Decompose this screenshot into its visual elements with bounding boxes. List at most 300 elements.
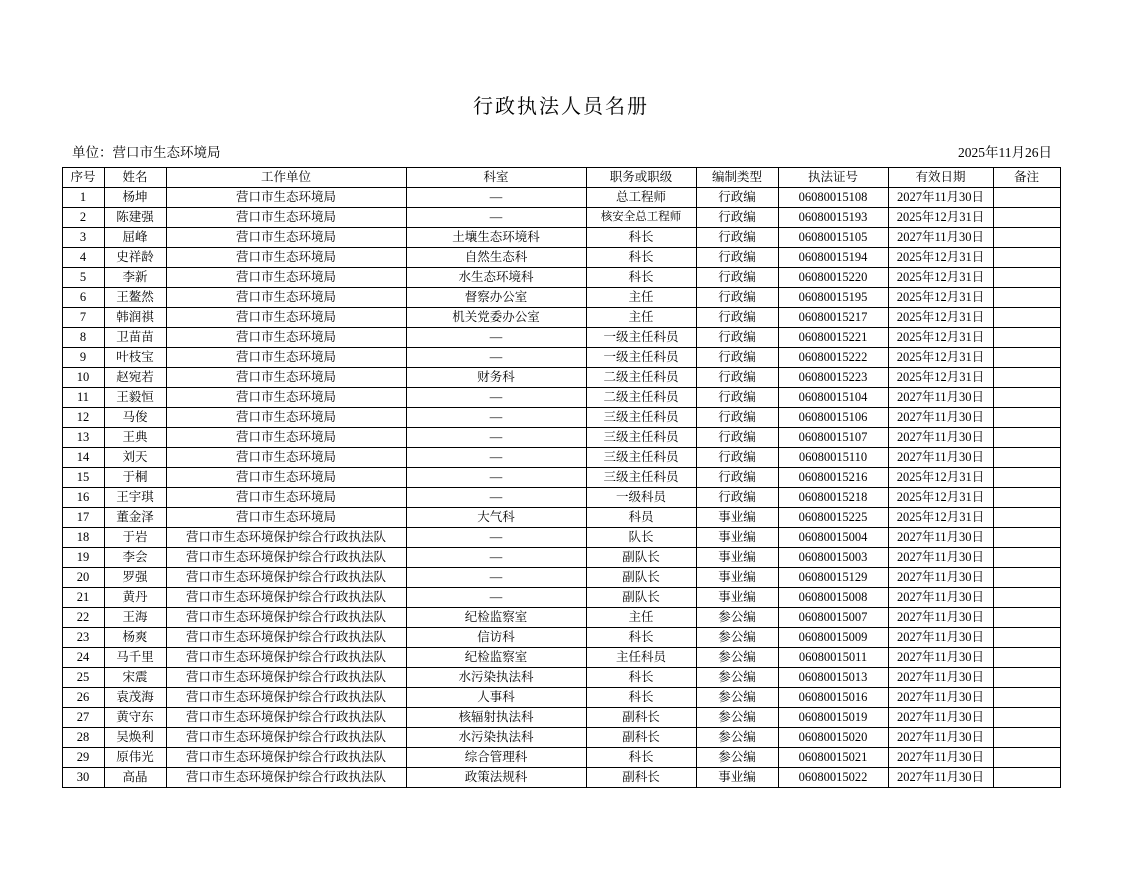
cell-seq: 22 <box>62 608 104 628</box>
cell-seq: 23 <box>62 628 104 648</box>
cell-cert-number: 06080015105 <box>778 228 888 248</box>
cell-department: — <box>406 548 586 568</box>
cell-work-unit: 营口市生态环境局 <box>166 188 406 208</box>
cell-position: 二级主任科员 <box>586 368 696 388</box>
cell-name: 吴焕利 <box>104 728 166 748</box>
cell-remark <box>993 328 1060 348</box>
cell-work-unit: 营口市生态环境保护综合行政执法队 <box>166 768 406 788</box>
cell-valid-date: 2027年11月30日 <box>888 548 993 568</box>
cell-work-unit: 营口市生态环境局 <box>166 288 406 308</box>
cell-seq: 3 <box>62 228 104 248</box>
table-row <box>62 628 1060 648</box>
cell-department: — <box>406 408 586 428</box>
cell-valid-date: 2027年11月30日 <box>888 528 993 548</box>
table-row <box>62 248 1060 268</box>
cell-work-unit: 营口市生态环境保护综合行政执法队 <box>166 528 406 548</box>
cell-cert-number: 06080015216 <box>778 468 888 488</box>
cell-valid-date: 2025年12月31日 <box>888 468 993 488</box>
cell-work-unit: 营口市生态环境局 <box>166 508 406 528</box>
cell-name: 罗强 <box>104 568 166 588</box>
cell-department: — <box>406 568 586 588</box>
cell-work-unit: 营口市生态环境保护综合行政执法队 <box>166 548 406 568</box>
cell-valid-date: 2027年11月30日 <box>888 628 993 648</box>
cell-seq: 15 <box>62 468 104 488</box>
cell-work-unit: 营口市生态环境保护综合行政执法队 <box>166 748 406 768</box>
cell-staffing-type: 行政编 <box>696 328 778 348</box>
cell-work-unit: 营口市生态环境保护综合行政执法队 <box>166 728 406 748</box>
cell-seq: 7 <box>62 308 104 328</box>
cell-valid-date: 2027年11月30日 <box>888 228 993 248</box>
cell-work-unit: 营口市生态环境局 <box>166 308 406 328</box>
table-row <box>62 708 1060 728</box>
cell-work-unit: 营口市生态环境局 <box>166 348 406 368</box>
cell-seq: 11 <box>62 388 104 408</box>
cell-seq: 27 <box>62 708 104 728</box>
cell-remark <box>993 388 1060 408</box>
column-header: 备注 <box>993 168 1060 188</box>
cell-work-unit: 营口市生态环境局 <box>166 388 406 408</box>
cell-remark <box>993 348 1060 368</box>
table-row <box>62 488 1060 508</box>
column-header: 执法证号 <box>778 168 888 188</box>
cell-valid-date: 2025年12月31日 <box>888 208 993 228</box>
cell-work-unit: 营口市生态环境保护综合行政执法队 <box>166 588 406 608</box>
cell-staffing-type: 事业编 <box>696 588 778 608</box>
cell-work-unit: 营口市生态环境局 <box>166 248 406 268</box>
cell-department: 自然生态科 <box>406 248 586 268</box>
cell-valid-date: 2027年11月30日 <box>888 588 993 608</box>
cell-position: 副队长 <box>586 588 696 608</box>
cell-valid-date: 2027年11月30日 <box>888 608 993 628</box>
cell-seq: 26 <box>62 688 104 708</box>
cell-position: 核安全总工程师 <box>586 208 696 228</box>
cell-cert-number: 06080015022 <box>778 768 888 788</box>
cell-staffing-type: 参公编 <box>696 668 778 688</box>
cell-cert-number: 06080015007 <box>778 608 888 628</box>
cell-staffing-type: 参公编 <box>696 728 778 748</box>
cell-department: — <box>406 428 586 448</box>
cell-position: 科长 <box>586 268 696 288</box>
cell-name: 杨坤 <box>104 188 166 208</box>
cell-cert-number: 06080015008 <box>778 588 888 608</box>
cell-seq: 1 <box>62 188 104 208</box>
cell-valid-date: 2027年11月30日 <box>888 388 993 408</box>
cell-position: 三级主任科员 <box>586 448 696 468</box>
cell-position: 三级主任科员 <box>586 428 696 448</box>
cell-position: 二级主任科员 <box>586 388 696 408</box>
cell-seq: 20 <box>62 568 104 588</box>
cell-staffing-type: 参公编 <box>696 648 778 668</box>
cell-department: 核辐射执法科 <box>406 708 586 728</box>
cell-work-unit: 营口市生态环境局 <box>166 268 406 288</box>
cell-work-unit: 营口市生态环境保护综合行政执法队 <box>166 568 406 588</box>
cell-name: 马俊 <box>104 408 166 428</box>
cell-work-unit: 营口市生态环境保护综合行政执法队 <box>166 688 406 708</box>
cell-seq: 24 <box>62 648 104 668</box>
cell-department: 土壤生态环境科 <box>406 228 586 248</box>
cell-position: 主任 <box>586 308 696 328</box>
cell-remark <box>993 208 1060 228</box>
cell-staffing-type: 行政编 <box>696 228 778 248</box>
cell-name: 黄丹 <box>104 588 166 608</box>
cell-valid-date: 2027年11月30日 <box>888 768 993 788</box>
cell-remark <box>993 468 1060 488</box>
cell-remark <box>993 728 1060 748</box>
cell-department: — <box>406 188 586 208</box>
cell-valid-date: 2025年12月31日 <box>888 268 993 288</box>
cell-staffing-type: 事业编 <box>696 548 778 568</box>
cell-department: 水生态环境科 <box>406 268 586 288</box>
table-row <box>62 188 1060 208</box>
cell-position: 副队长 <box>586 548 696 568</box>
cell-department: — <box>406 328 586 348</box>
cell-seq: 2 <box>62 208 104 228</box>
table-row <box>62 588 1060 608</box>
cell-name: 袁茂海 <box>104 688 166 708</box>
column-header: 科室 <box>406 168 586 188</box>
cell-remark <box>993 228 1060 248</box>
cell-cert-number: 06080015107 <box>778 428 888 448</box>
cell-cert-number: 06080015193 <box>778 208 888 228</box>
cell-seq: 25 <box>62 668 104 688</box>
cell-department: — <box>406 448 586 468</box>
table-row <box>62 468 1060 488</box>
cell-position: 三级主任科员 <box>586 468 696 488</box>
table-row <box>62 288 1060 308</box>
column-header: 职务或职级 <box>586 168 696 188</box>
cell-cert-number: 06080015009 <box>778 628 888 648</box>
table-row <box>62 568 1060 588</box>
cell-name: 马千里 <box>104 648 166 668</box>
cell-remark <box>993 528 1060 548</box>
cell-staffing-type: 行政编 <box>696 488 778 508</box>
table-row <box>62 748 1060 768</box>
cell-staffing-type: 行政编 <box>696 288 778 308</box>
table-row <box>62 228 1060 248</box>
cell-department: — <box>406 468 586 488</box>
cell-staffing-type: 事业编 <box>696 768 778 788</box>
cell-staffing-type: 事业编 <box>696 508 778 528</box>
cell-seq: 4 <box>62 248 104 268</box>
cell-name: 杨爽 <box>104 628 166 648</box>
table-row <box>62 388 1060 408</box>
table-header-row <box>62 168 1060 188</box>
cell-cert-number: 06080015220 <box>778 268 888 288</box>
cell-work-unit: 营口市生态环境局 <box>166 228 406 248</box>
table-row <box>62 528 1060 548</box>
cell-name: 韩润祺 <box>104 308 166 328</box>
table-row <box>62 668 1060 688</box>
cell-seq: 8 <box>62 328 104 348</box>
cell-name: 原伟光 <box>104 748 166 768</box>
cell-cert-number: 06080015016 <box>778 688 888 708</box>
cell-staffing-type: 参公编 <box>696 708 778 728</box>
table-row <box>62 408 1060 428</box>
cell-department: 纪检监察室 <box>406 648 586 668</box>
cell-seq: 28 <box>62 728 104 748</box>
cell-remark <box>993 748 1060 768</box>
cell-seq: 19 <box>62 548 104 568</box>
cell-name: 李会 <box>104 548 166 568</box>
cell-staffing-type: 行政编 <box>696 468 778 488</box>
cell-name: 高晶 <box>104 768 166 788</box>
cell-name: 刘天 <box>104 448 166 468</box>
column-header: 姓名 <box>104 168 166 188</box>
cell-seq: 30 <box>62 768 104 788</box>
cell-cert-number: 06080015003 <box>778 548 888 568</box>
cell-name: 黄守东 <box>104 708 166 728</box>
cell-position: 一级主任科员 <box>586 328 696 348</box>
cell-staffing-type: 行政编 <box>696 208 778 228</box>
cell-position: 总工程师 <box>586 188 696 208</box>
cell-work-unit: 营口市生态环境局 <box>166 448 406 468</box>
column-header: 工作单位 <box>166 168 406 188</box>
cell-work-unit: 营口市生态环境局 <box>166 428 406 448</box>
cell-name: 叶枝宝 <box>104 348 166 368</box>
cell-cert-number: 06080015108 <box>778 188 888 208</box>
cell-department: — <box>406 348 586 368</box>
cell-seq: 14 <box>62 448 104 468</box>
cell-cert-number: 06080015104 <box>778 388 888 408</box>
cell-remark <box>993 768 1060 788</box>
cell-valid-date: 2025年12月31日 <box>888 288 993 308</box>
cell-department: 水污染执法科 <box>406 728 586 748</box>
cell-department: — <box>406 528 586 548</box>
cell-valid-date: 2027年11月30日 <box>888 728 993 748</box>
cell-cert-number: 06080015217 <box>778 308 888 328</box>
cell-valid-date: 2025年12月31日 <box>888 508 993 528</box>
cell-position: 副队长 <box>586 568 696 588</box>
cell-department: 财务科 <box>406 368 586 388</box>
cell-cert-number: 06080015011 <box>778 648 888 668</box>
cell-seq: 5 <box>62 268 104 288</box>
cell-seq: 13 <box>62 428 104 448</box>
cell-cert-number: 06080015110 <box>778 448 888 468</box>
cell-department: 纪检监察室 <box>406 608 586 628</box>
cell-name: 陈建强 <box>104 208 166 228</box>
cell-position: 副科长 <box>586 768 696 788</box>
cell-remark <box>993 488 1060 508</box>
cell-cert-number: 06080015020 <box>778 728 888 748</box>
cell-remark <box>993 628 1060 648</box>
cell-position: 队长 <box>586 528 696 548</box>
cell-seq: 16 <box>62 488 104 508</box>
cell-staffing-type: 行政编 <box>696 428 778 448</box>
cell-staffing-type: 行政编 <box>696 268 778 288</box>
table-row <box>62 728 1060 748</box>
cell-position: 科长 <box>586 748 696 768</box>
cell-seq: 17 <box>62 508 104 528</box>
cell-valid-date: 2025年12月31日 <box>888 368 993 388</box>
cell-cert-number: 06080015129 <box>778 568 888 588</box>
cell-name: 李新 <box>104 268 166 288</box>
cell-name: 王海 <box>104 608 166 628</box>
cell-cert-number: 06080015106 <box>778 408 888 428</box>
cell-remark <box>993 668 1060 688</box>
roster-table <box>62 167 1061 788</box>
cell-position: 主任科员 <box>586 648 696 668</box>
cell-remark <box>993 608 1060 628</box>
table-row <box>62 608 1060 628</box>
cell-staffing-type: 行政编 <box>696 408 778 428</box>
cell-position: 科长 <box>586 668 696 688</box>
cell-valid-date: 2025年12月31日 <box>888 488 993 508</box>
cell-name: 赵宛若 <box>104 368 166 388</box>
cell-valid-date: 2027年11月30日 <box>888 408 993 428</box>
cell-name: 宋震 <box>104 668 166 688</box>
cell-staffing-type: 参公编 <box>696 688 778 708</box>
table-row <box>62 688 1060 708</box>
cell-name: 卫苗苗 <box>104 328 166 348</box>
cell-position: 副科长 <box>586 708 696 728</box>
cell-remark <box>993 508 1060 528</box>
cell-department: 综合管理科 <box>406 748 586 768</box>
table-row <box>62 368 1060 388</box>
cell-work-unit: 营口市生态环境保护综合行政执法队 <box>166 608 406 628</box>
cell-department: 信访科 <box>406 628 586 648</box>
cell-remark <box>993 548 1060 568</box>
cell-work-unit: 营口市生态环境局 <box>166 488 406 508</box>
table-row <box>62 768 1060 788</box>
cell-name: 于岩 <box>104 528 166 548</box>
cell-department: — <box>406 488 586 508</box>
cell-valid-date: 2027年11月30日 <box>888 428 993 448</box>
cell-position: 主任 <box>586 608 696 628</box>
cell-position: 科长 <box>586 228 696 248</box>
column-header: 编制类型 <box>696 168 778 188</box>
cell-cert-number: 06080015225 <box>778 508 888 528</box>
cell-staffing-type: 行政编 <box>696 388 778 408</box>
table-row <box>62 448 1060 468</box>
table-row <box>62 508 1060 528</box>
cell-cert-number: 06080015223 <box>778 368 888 388</box>
column-header: 有效日期 <box>888 168 993 188</box>
cell-valid-date: 2025年12月31日 <box>888 348 993 368</box>
cell-work-unit: 营口市生态环境保护综合行政执法队 <box>166 668 406 688</box>
cell-cert-number: 06080015195 <box>778 288 888 308</box>
cell-position: 科长 <box>586 688 696 708</box>
cell-cert-number: 06080015221 <box>778 328 888 348</box>
cell-work-unit: 营口市生态环境局 <box>166 368 406 388</box>
cell-name: 王宇琪 <box>104 488 166 508</box>
cell-cert-number: 06080015021 <box>778 748 888 768</box>
cell-remark <box>993 568 1060 588</box>
cell-work-unit: 营口市生态环境保护综合行政执法队 <box>166 648 406 668</box>
cell-remark <box>993 368 1060 388</box>
cell-work-unit: 营口市生态环境保护综合行政执法队 <box>166 628 406 648</box>
document-page <box>0 90 1122 883</box>
cell-remark <box>993 428 1060 448</box>
page-title: 行政执法人员名册 <box>473 96 649 118</box>
table-row <box>62 328 1060 348</box>
cell-valid-date: 2027年11月30日 <box>888 688 993 708</box>
cell-work-unit: 营口市生态环境保护综合行政执法队 <box>166 708 406 728</box>
cell-valid-date: 2027年11月30日 <box>888 648 993 668</box>
cell-valid-date: 2027年11月30日 <box>888 668 993 688</box>
cell-staffing-type: 事业编 <box>696 528 778 548</box>
cell-position: 一级科员 <box>586 488 696 508</box>
cell-seq: 9 <box>62 348 104 368</box>
cell-remark <box>993 648 1060 668</box>
cell-staffing-type: 行政编 <box>696 188 778 208</box>
cell-staffing-type: 行政编 <box>696 248 778 268</box>
unit-label: 单位：营口市生态环境局 <box>72 145 221 160</box>
document-meta <box>72 141 1052 161</box>
cell-position: 三级主任科员 <box>586 408 696 428</box>
cell-department: 督察办公室 <box>406 288 586 308</box>
cell-staffing-type: 行政编 <box>696 368 778 388</box>
cell-department: 政策法规科 <box>406 768 586 788</box>
cell-remark <box>993 268 1060 288</box>
cell-valid-date: 2027年11月30日 <box>888 448 993 468</box>
cell-position: 副科长 <box>586 728 696 748</box>
cell-valid-date: 2027年11月30日 <box>888 748 993 768</box>
cell-staffing-type: 事业编 <box>696 568 778 588</box>
cell-department: 水污染执法科 <box>406 668 586 688</box>
cell-valid-date: 2025年12月31日 <box>888 308 993 328</box>
cell-department: 大气科 <box>406 508 586 528</box>
cell-staffing-type: 参公编 <box>696 608 778 628</box>
table-row <box>62 308 1060 328</box>
cell-department: — <box>406 588 586 608</box>
cell-staffing-type: 参公编 <box>696 748 778 768</box>
table-row <box>62 648 1060 668</box>
cell-cert-number: 06080015222 <box>778 348 888 368</box>
cell-position: 一级主任科员 <box>586 348 696 368</box>
cell-cert-number: 06080015004 <box>778 528 888 548</box>
cell-remark <box>993 688 1060 708</box>
cell-staffing-type: 参公编 <box>696 628 778 648</box>
cell-cert-number: 06080015019 <box>778 708 888 728</box>
table-row <box>62 268 1060 288</box>
cell-name: 于桐 <box>104 468 166 488</box>
cell-position: 科长 <box>586 628 696 648</box>
cell-valid-date: 2027年11月30日 <box>888 568 993 588</box>
cell-seq: 21 <box>62 588 104 608</box>
cell-position: 科员 <box>586 508 696 528</box>
cell-remark <box>993 188 1060 208</box>
cell-position: 科长 <box>586 248 696 268</box>
cell-name: 史祥龄 <box>104 248 166 268</box>
cell-name: 王毅恒 <box>104 388 166 408</box>
cell-name: 王鳌然 <box>104 288 166 308</box>
cell-valid-date: 2025年12月31日 <box>888 328 993 348</box>
cell-remark <box>993 288 1060 308</box>
cell-valid-date: 2027年11月30日 <box>888 708 993 728</box>
cell-remark <box>993 588 1060 608</box>
table-row <box>62 428 1060 448</box>
cell-staffing-type: 行政编 <box>696 308 778 328</box>
cell-remark <box>993 248 1060 268</box>
cell-work-unit: 营口市生态环境局 <box>166 408 406 428</box>
cell-seq: 29 <box>62 748 104 768</box>
cell-remark <box>993 708 1060 728</box>
cell-name: 屈峰 <box>104 228 166 248</box>
cell-seq: 12 <box>62 408 104 428</box>
cell-remark <box>993 408 1060 428</box>
cell-position: 主任 <box>586 288 696 308</box>
cell-cert-number: 06080015194 <box>778 248 888 268</box>
table-row <box>62 548 1060 568</box>
cell-department: 机关党委办公室 <box>406 308 586 328</box>
cell-work-unit: 营口市生态环境局 <box>166 328 406 348</box>
cell-staffing-type: 行政编 <box>696 448 778 468</box>
cell-seq: 18 <box>62 528 104 548</box>
cell-name: 董金泽 <box>104 508 166 528</box>
cell-work-unit: 营口市生态环境局 <box>166 208 406 228</box>
cell-valid-date: 2025年12月31日 <box>888 248 993 268</box>
cell-valid-date: 2027年11月30日 <box>888 188 993 208</box>
